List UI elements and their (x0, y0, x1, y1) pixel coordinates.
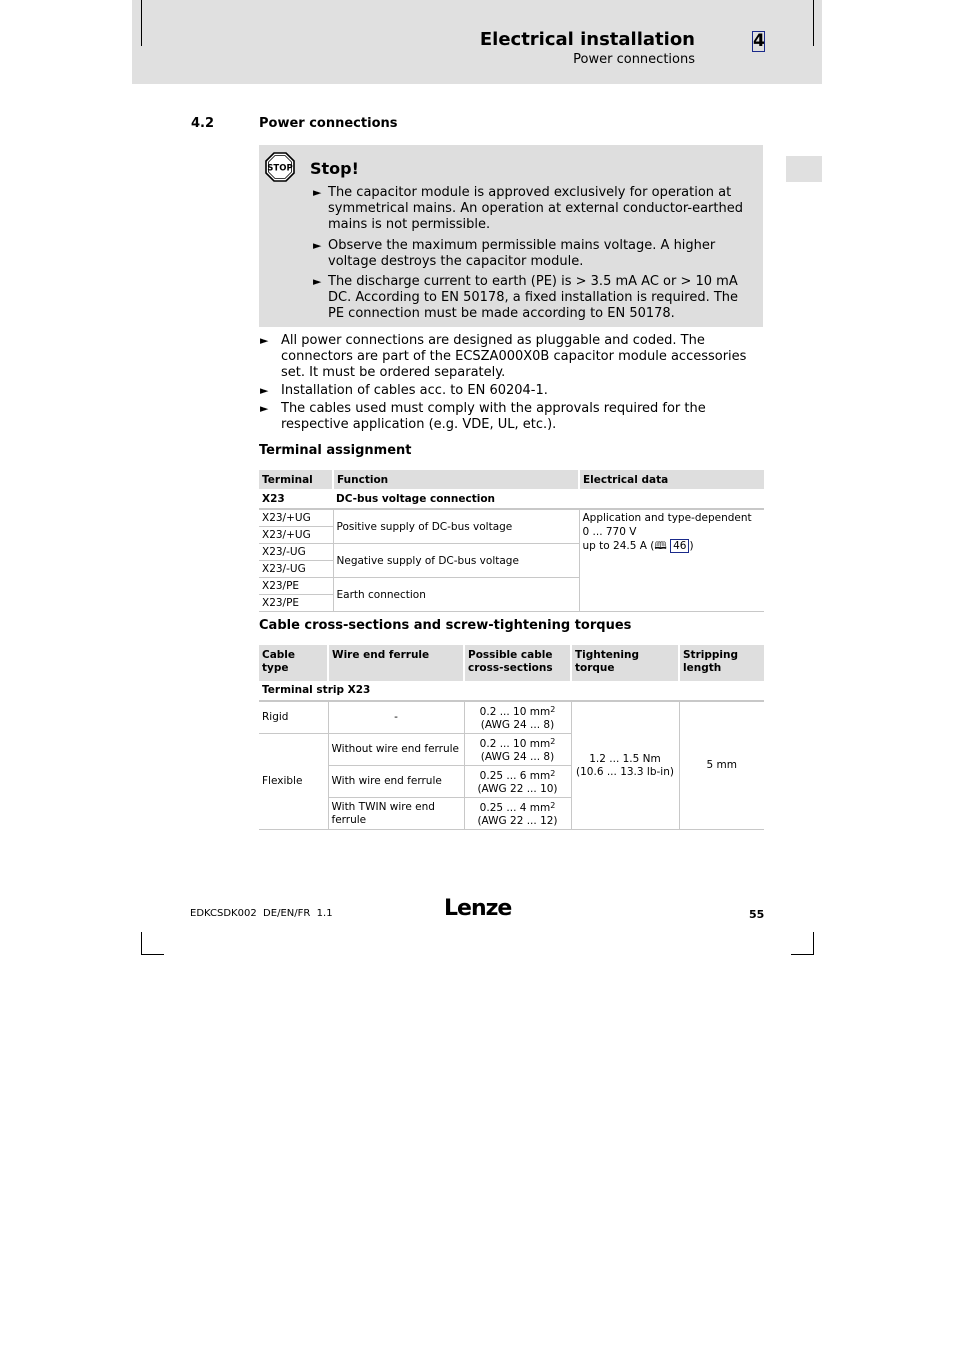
crop-mark-bottom-right (791, 954, 814, 955)
bullet-triangle-icon: ► (313, 275, 322, 288)
group-function: DC-bus voltage connection (333, 489, 579, 509)
bullet-item: ► All power connections are designed as pluggable and coded. The connectors are part of the ECSZA000X0B capacitor module accessories set. It must be ordered separately. (260, 333, 747, 380)
section-number: 4.2 (191, 116, 215, 131)
warning-item: ► The discharge current to earth (PE) is > 3.5 mA AC or > 10 mA DC. According to EN 50178, a fixed installation is required. The PE connection must be made according to EN 50178. (313, 274, 739, 321)
electrical-data-line: 0 ... 770 V (582, 526, 637, 538)
page-reference-link[interactable]: 46 (670, 539, 689, 553)
electrical-data-line: up to 24.5 A (🕮 46 ) (582, 540, 694, 552)
bullet-triangle-icon: ► (260, 402, 269, 415)
terminal-cell: X23/+UG (259, 509, 333, 527)
bullet-triangle-icon: ► (260, 384, 269, 397)
column-header: Wire end ferrule (328, 645, 464, 681)
group-row: Terminal strip X23 (259, 681, 764, 701)
bullet-item: ► Installation of cables acc. to EN 60204-1. (260, 383, 548, 398)
cross-section-cell: 0.25 ... 4 $mm^2$ (AWG 22 ... 12) (464, 798, 571, 830)
column-header: Tightening torque (571, 645, 679, 681)
warning-item: ► Observe the maximum permissible mains voltage. A higher voltage destroys the capacitor module. (313, 238, 716, 269)
bullet-triangle-icon: ► (313, 186, 322, 199)
ferrule-cell: With TWIN wire end ferrule (328, 798, 464, 830)
crop-mark-bottom-left (141, 954, 164, 955)
header-band (132, 0, 822, 84)
chapter-title: Electrical installation (479, 29, 695, 50)
cable-type-cell: Flexible (259, 734, 328, 830)
lenze-logo: Lenze (444, 896, 512, 921)
terminal-cell: X23/-UG (259, 561, 333, 578)
crop-mark-bottom-right (813, 932, 814, 955)
electrical-data-cell (579, 509, 764, 612)
cross-section-cell: 0.2 ... 10 $mm^2$ (AWG 24 ... 8) (464, 734, 571, 766)
column-header: Terminal (259, 470, 333, 489)
stop-sign-icon (265, 152, 295, 182)
column-header: Function (333, 470, 579, 489)
function-cell: Positive supply of DC-bus voltage (333, 509, 579, 544)
page-number: 55 (749, 908, 765, 921)
terminal-cell: X23/+UG (259, 527, 333, 544)
function-cell: Negative supply of DC-bus voltage (333, 544, 579, 578)
crop-mark-top-left (141, 0, 142, 46)
bullet-triangle-icon: ► (313, 239, 322, 252)
group-terminal: X23 (259, 489, 333, 509)
function-cell: Earth connection (333, 578, 579, 612)
chapter-number: 4 (753, 31, 765, 51)
cable-type-cell: Rigid (259, 701, 328, 734)
warning-item: ► The capacitor module is approved exclusively for operation at symmetrical mains. An operation at external conductor-earthed mains is not permissible. (313, 185, 743, 232)
footer-document-id: EDKCSDK002 DE/EN/FR 1.1 (190, 908, 333, 919)
cross-section-cell: 0.2 ... 10 $mm^2$ (AWG 24 ... 8) (464, 701, 571, 734)
stripping-length-cell: 5 mm (679, 701, 764, 830)
table-row (259, 509, 764, 527)
section-title: Power connections (259, 116, 398, 131)
column-header: Possible cable cross-sections (464, 645, 571, 681)
column-header: Stripping length (679, 645, 764, 681)
column-header: Electrical data (579, 470, 764, 489)
cross-section-cell: 0.25 ... 6 $mm^2$ (AWG 22 ... 10) (464, 766, 571, 798)
cable-cross-section-table (259, 645, 764, 830)
electrical-data-line: Application and type-dependent (582, 512, 752, 524)
stop-heading: Stop! (310, 159, 359, 178)
terminal-cell: X23/PE (259, 595, 333, 612)
ferrule-cell: - (328, 701, 464, 734)
ferrule-cell: With wire end ferrule (328, 766, 464, 798)
terminal-cell: X23/-UG (259, 544, 333, 561)
chapter-subtitle: Power connections (573, 52, 695, 67)
crop-mark-top-right (813, 0, 814, 46)
ferrule-cell: Without wire end ferrule (328, 734, 464, 766)
terminal-cell: X23/PE (259, 578, 333, 595)
stop-sign-label: STOP (267, 163, 293, 174)
terminal-assignment-table (259, 470, 764, 612)
group-empty-cell (579, 489, 764, 509)
column-header: Cable type (259, 645, 328, 681)
terminal-assignment-heading: Terminal assignment (259, 443, 412, 458)
bullet-item: ► The cables used must comply with the approvals required for the respective application (e.g. VDE, UL, etc.). (260, 401, 706, 432)
cable-table-heading: Cable cross-sections and screw-tightening torques (259, 618, 632, 633)
bullet-triangle-icon: ► (260, 334, 269, 347)
crop-mark-bottom-left (141, 932, 142, 955)
chapter-side-tab (786, 156, 822, 182)
table-row (259, 701, 764, 734)
tightening-torque-cell: 1.2 ... 1.5 Nm (10.6 ... 13.3 lb-in) (571, 701, 679, 830)
book-icon: 🕮 (654, 540, 667, 552)
